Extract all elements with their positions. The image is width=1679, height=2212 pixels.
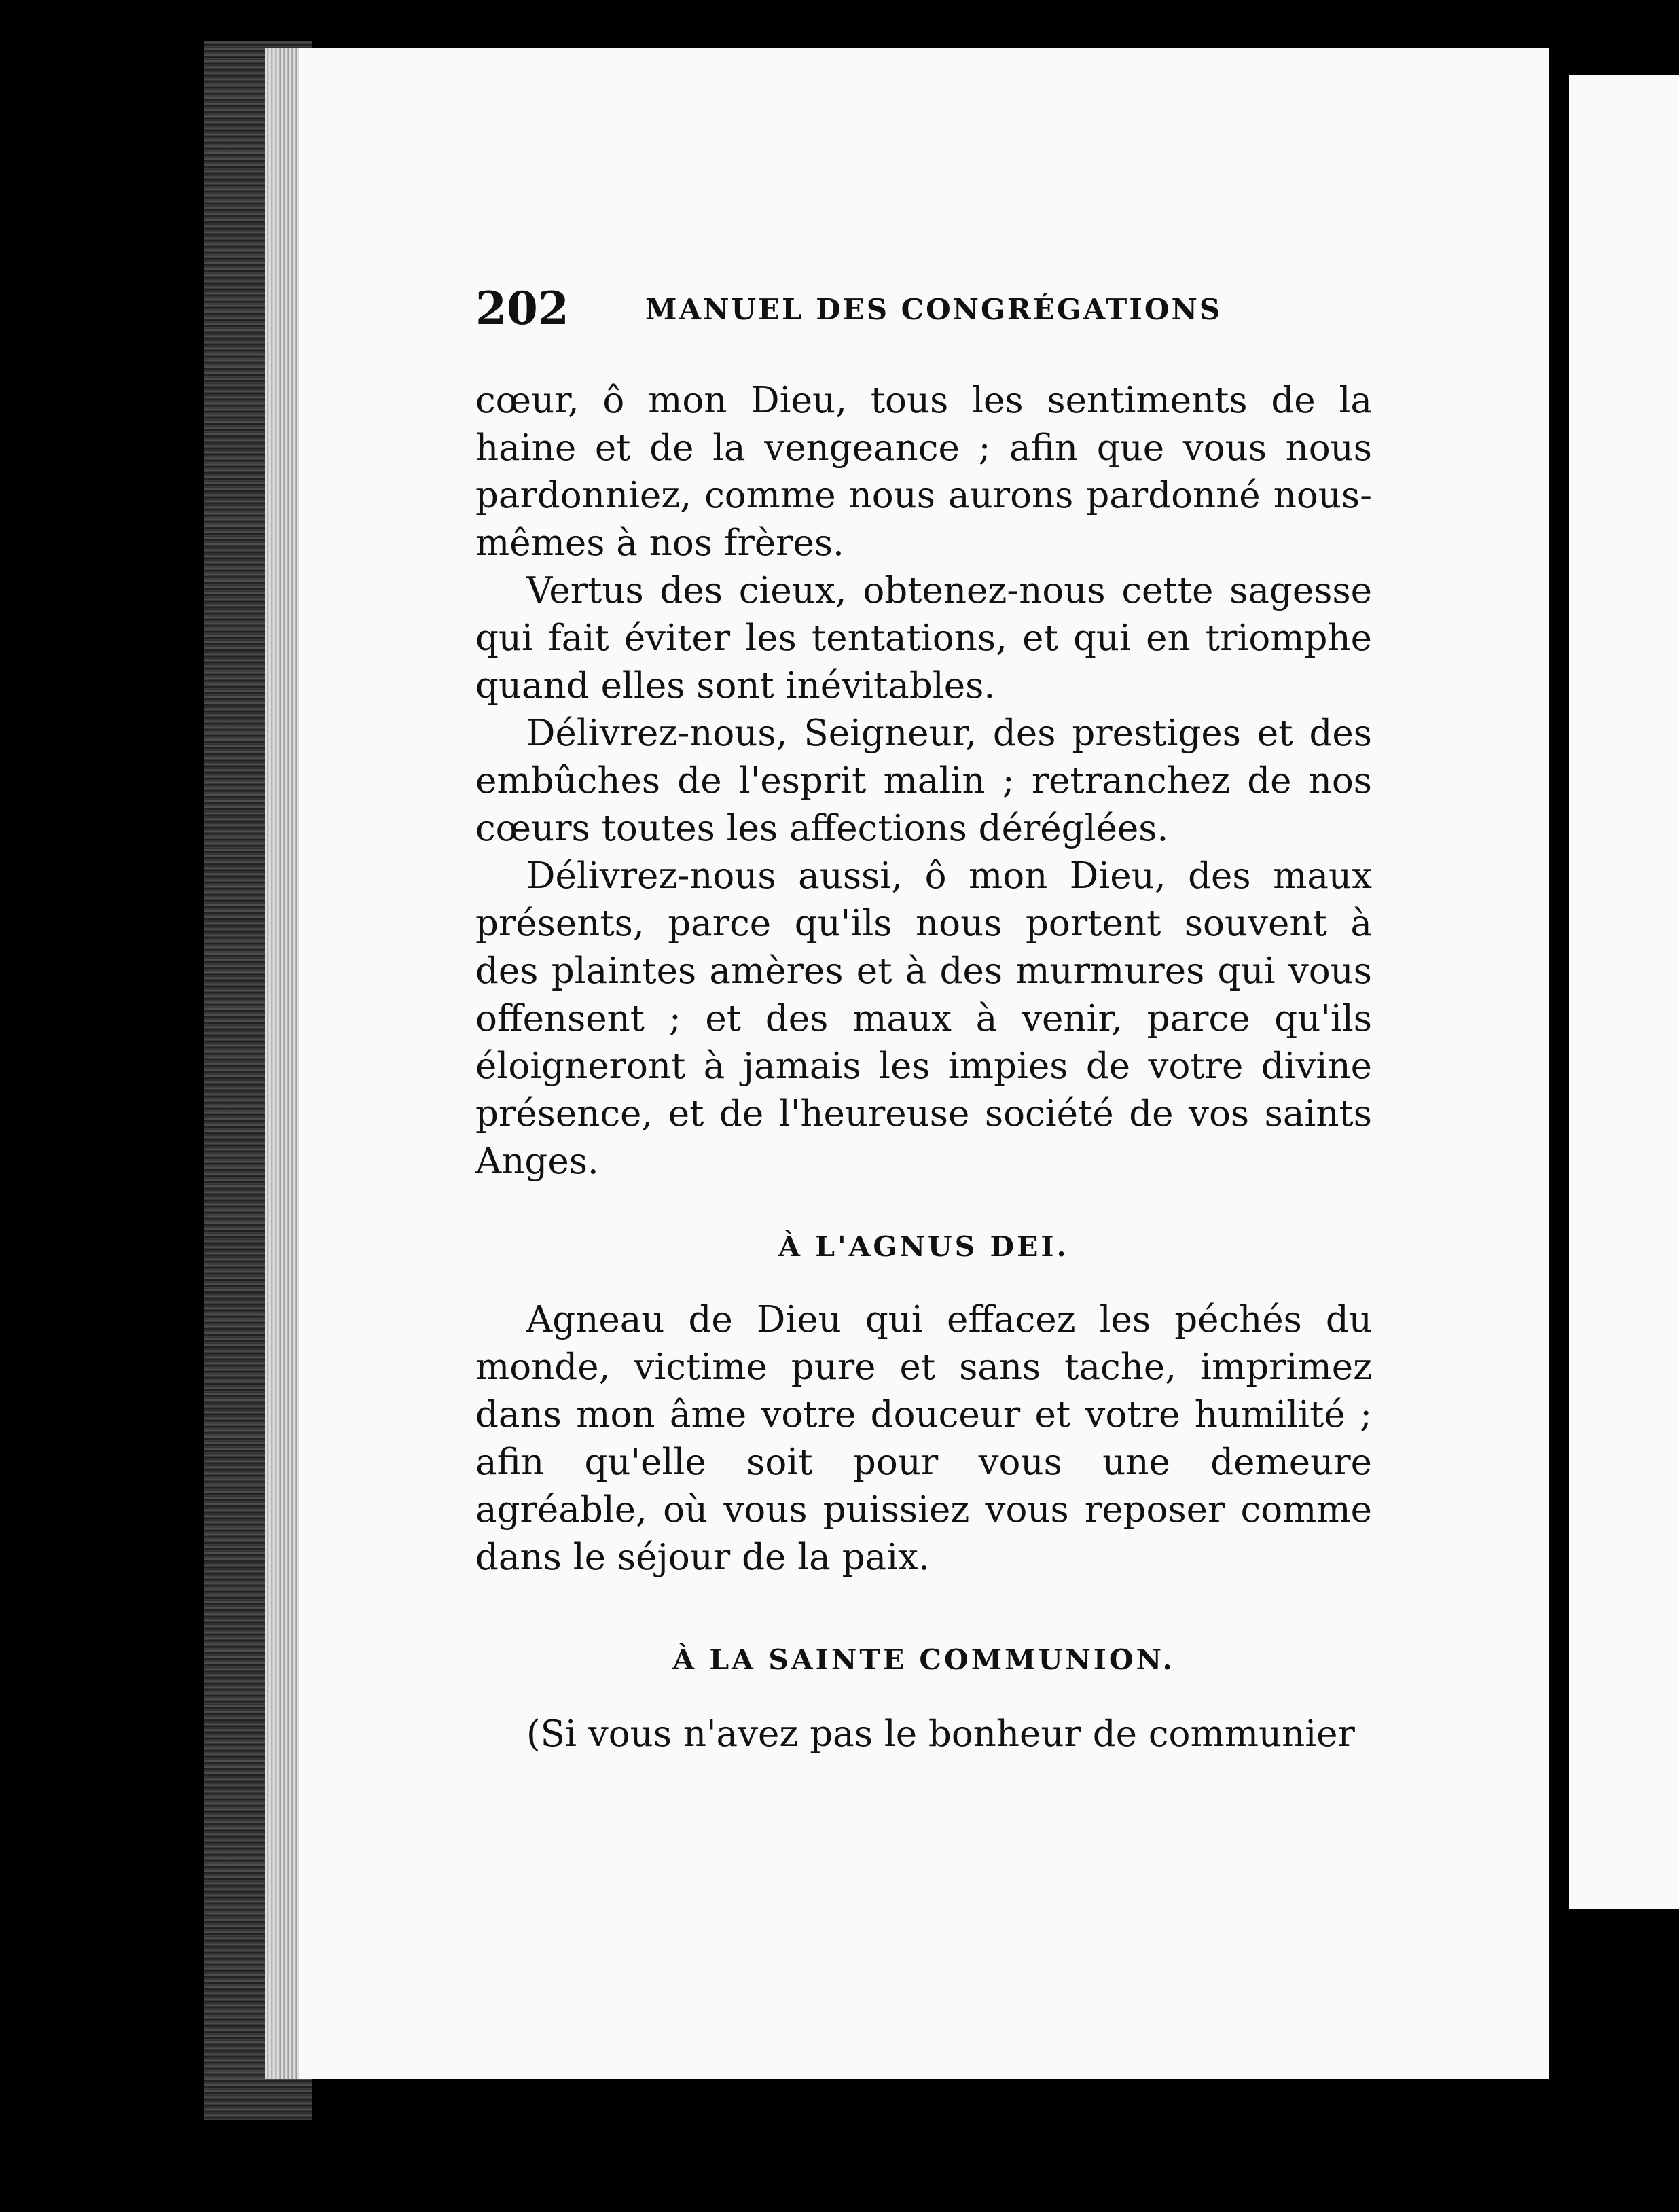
paragraph-vertus: Vertus des cieux, obtenez-nous cette sagesse qui fait éviter les tentations, et qui en triomphe quand elles sont inévitables. [475, 570, 1372, 707]
page-number: 202 [475, 282, 569, 335]
section-heading-agnus-dei: À L'AGNUS DEI. [778, 1230, 1069, 1263]
paragraph-delivrez-aussi: Délivrez-nous aussi, ô mon Dieu, des maux présents, parce qu'ils nous portent souvent à des plaintes amères et à des murmures qui vous offensent ; et des maux à venir, parce qu'ils éloigneront à jamais les impies de votre divine présence, et de l'heureuse société de vos saints Anges. [475, 855, 1372, 1182]
paragraph-delivrez: Délivrez-nous, Seigneur, des prestiges et des embûches de l'esprit malin ; retranchez de nos cœurs toutes les affections déréglées. [475, 713, 1372, 849]
paragraph-communion: (Si vous n'avez pas le bonheur de communier [526, 1713, 1355, 1755]
running-title: MANUEL DES CONGRÉGATIONS [645, 293, 1223, 326]
paragraph-continuation: cœur, ô mon Dieu, tous les sentiments de la haine et de la vengeance ; afin que vous nous pardonniez, comme nous aurons pardonné nous-mêmes à nos frères. [475, 380, 1372, 564]
section-heading-communion: À LA SAINTE COMMUNION. [672, 1643, 1175, 1676]
body-text [475, 377, 1372, 1758]
paragraph-agneau: Agneau de Dieu qui effacez les péchés du monde, victime pure et sans tache, imprimez dans mon âme votre douceur et votre humilité ; afin qu'elle soit pour vous une demeure agréable, où vous puissiez vous reposer comme dans le séjour de la paix. [475, 1299, 1372, 1578]
facing-page-edge [1569, 75, 1679, 1909]
